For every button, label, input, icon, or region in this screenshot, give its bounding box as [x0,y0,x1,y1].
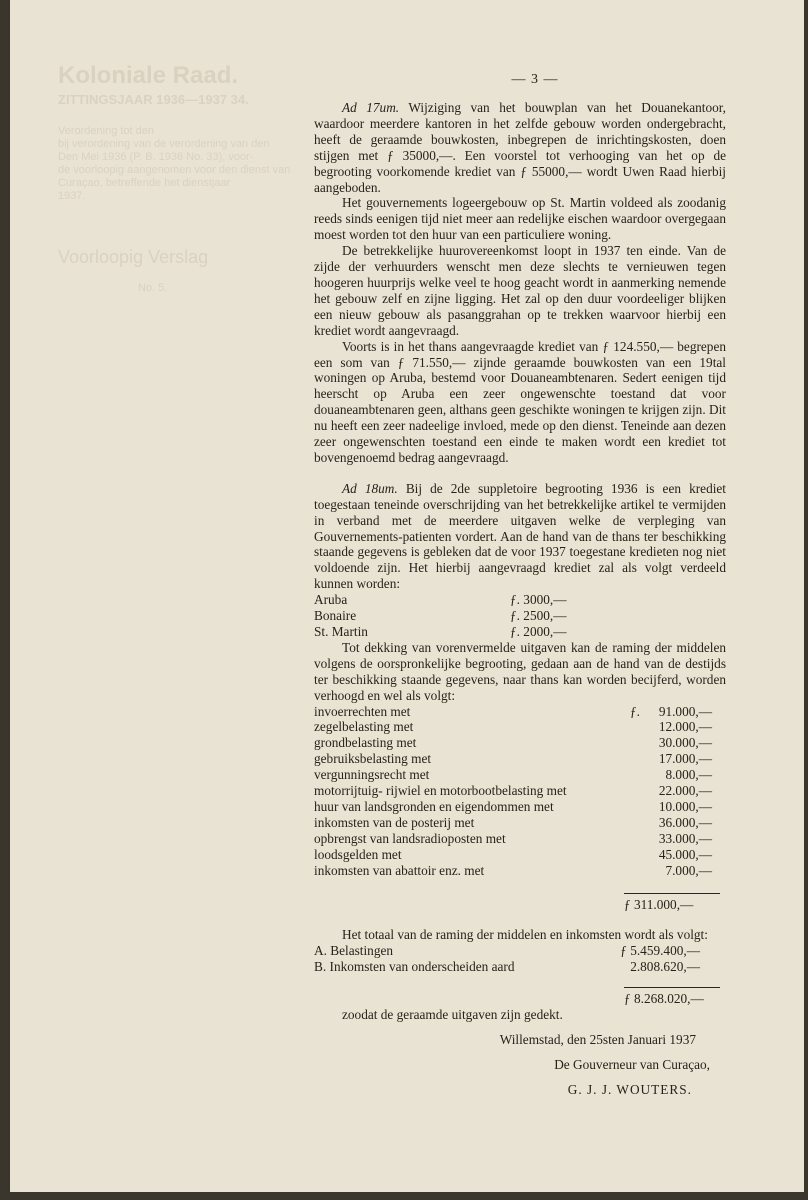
bleed-number: No. 5. [138,282,168,294]
governor-title: De Gouverneur van Curaçao, [554,1056,710,1072]
table-row: grondbelasting met 30.000,— [314,735,712,751]
sum-rule [624,987,720,988]
paragraph-dekking: Tot dekking van vorenvermelde uitgaven kan de raming der middelen volgens de oorspronkelijke begrooting, gedaan aan de hand van de destijds ter beschikking staande gegevens, naar thans kan worden becijferd, worden verhoogd en wel als volgt: [314,639,726,703]
item-heading-18: Ad 18um. [342,480,398,496]
table-row: Aruba ƒ. 3000,— [314,592,567,608]
bleed-title: Koloniale Raad. [58,62,239,89]
credit-table [314,592,726,640]
signature: G. J. J. WOUTERS. [567,1081,692,1097]
grand-total: ƒ 8.268.020,— [624,991,704,1007]
revenue-table [314,704,726,913]
revenues-total: ƒ 311.000,— [624,896,694,912]
paragraph-woningen-aruba: Voorts is in het thans aangevraagde krediet van ƒ 124.550,— begrepen een som van ƒ 71.550,— zijnde geraamde bouwkosten van een 19tal woningen op Aruba, bestemd voor Douaneambtenaren. Sedert eenigen tijd heerscht op Aruba een zeer ongewenschte toestand dat voor douaneambtenaren geen, althans geen geschikte woningen te krijgen zijn. Dit nu heeft een zeer nadeelige invloed, mede op den dienst. Teneinde aan dezen zeer ongewenschten toestand een einde te maken wordt een krediet tot bovengenoemd bedrag aangevraagd. [314,338,726,465]
paragraph-huurovereenkomst: De betrekkelijke huurovereenkomst loopt in 1937 ten einde. Van de zijde der verhuurders wenscht men deze slechts te vernieuwen tegen hoogeren huurprijs welke veel te hoog geacht wordt in aanmerking nemende het gebouw zelf en zijne ligging. Het zal op den duur voordeeliger blijken een nieuw gebouw als pasanggrahan op te trekken waarvoor hierbij een krediet wordt aangevraagd. [314,243,726,338]
page-number: — 3 — [511,72,559,87]
item-heading-17: Ad 17um. [342,100,400,115]
table-row: opbrengst van landsradioposten met 33.000,— [314,830,712,846]
closing-line: zoodat de geraamde uitgaven zijn gedekt. [342,1007,563,1023]
paragraph-logeergebouw: Het gouvernements logeergebouw op St. Martin voldeed als zoodanig reeds sinds eenigen tijd niet meer aan redelijke eischen waardoor overgegaan moest worden tot den huur van een particuliere woning. [314,195,726,243]
paragraph-ad-17: Ad 17um. Wijziging van het bouwplan van het Douanekantoor, waardoor meerdere kantoren in het zelfde gebouw worden ondergebracht, heeft de geraamde bouwkosten, inbegrepen de inrichtingskosten, doen stijgen met ƒ 35000,—. Een voorstel tot verhooging van het op de begrooting voorkomende krediet van ƒ 55000,— wordt Uwen Raad hierbij aangeboden. [314,100,727,195]
table-row: inkomsten van de posterij met 36.000,— [314,814,712,830]
table-row: motorrijtuig- rijwiel en motorbootbelasting met 22.000,— [314,783,712,799]
body-text [314,100,726,1098]
table-row: B. Inkomsten van onderscheiden aard 2.808.620,— [314,959,700,975]
table-row: A. Belastingen ƒ 5.459.400,— [314,943,700,959]
scan-edge-left [0,0,10,1200]
paragraph-totaal: Het totaal van de raming der middelen en inkomsten wordt als volgt: [342,927,708,943]
bleed-report: Voorloopig Verslag [58,247,209,267]
scan-edge-right [804,0,808,1200]
table-row: loodsgelden met 45.000,— [314,846,712,862]
bleed-through-cover [58,62,308,294]
bleed-subject: Verordening tot den bij verordening van de verordening van den Den Mei 1936 (P. B. 1936 No. 33), voor- de voorloopig aangenomen voor den dienst van Curaçao, betreffende het dienstjaar 1937. [58,125,291,202]
table-row: huur van landsgronden en eigendommen met 10.000,— [314,798,712,814]
totals-table [314,943,726,1007]
bleed-session: ZITTINGSJAAR 1936—1937 34. [58,92,249,107]
table-row: gebruiksbelasting met 17.000,— [314,751,712,767]
sum-rule [624,893,720,894]
scan-edge-bottom [0,1192,808,1200]
table-row: zegelbelasting met 12.000,— [314,719,712,735]
table-row: invoerrechten met ƒ. 91.000,— [314,703,712,719]
paragraph-ad-18: Ad 18um. Bij de 2de suppletoire begrooting 1936 is een krediet toegestaan teneinde overschrijding van het betrekkelijke artikel te vermijden in verband met de meerdere uitgaven welke de verpleging van Gouvernements-patienten vordert. Aan de hand van de thans ter beschikking staande gegevens is gebleken dat de voor 1937 toegestane kredieten nog niet voldoende zijn. Het hierbij aangevraagd krediet zal als volgt verdeeld kunnen worden: [314,480,727,592]
table-row: Bonaire ƒ. 2500,— [314,608,567,624]
table-row: vergunningsrecht met 8.000,— [314,767,712,783]
table-row: inkomsten van abattoir enz. met 7.000,— [314,862,712,878]
place-date: Willemstad, den 25sten Januari 1937 [499,1031,696,1047]
table-row: St. Martin ƒ. 2000,— [314,624,567,639]
